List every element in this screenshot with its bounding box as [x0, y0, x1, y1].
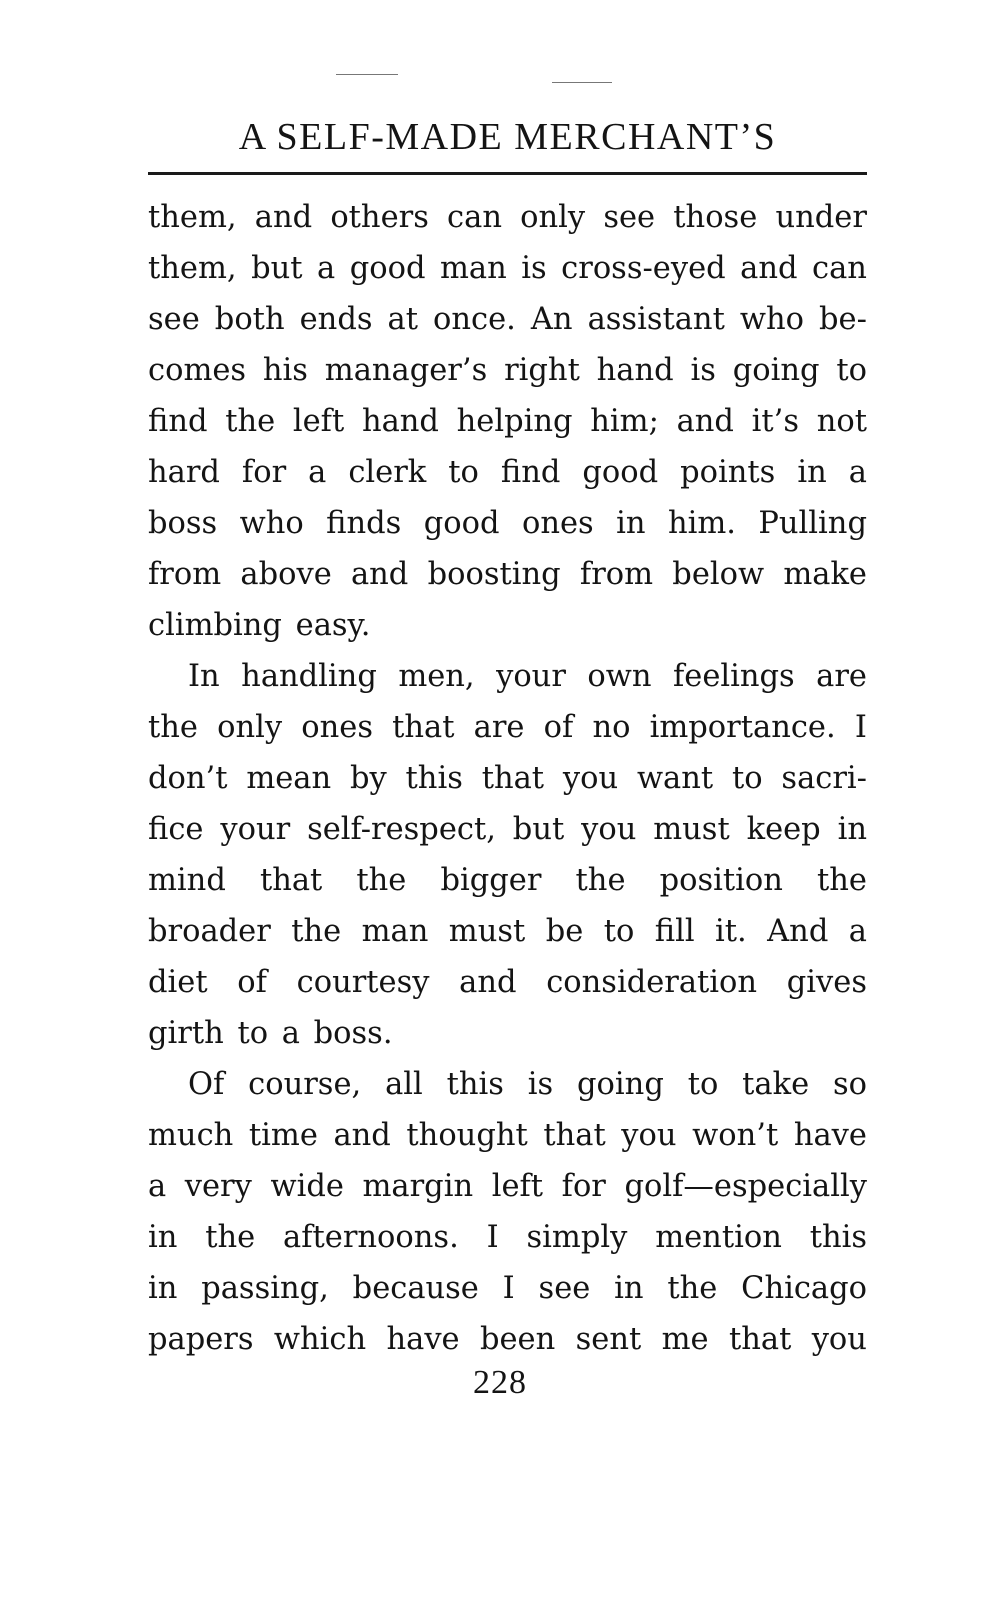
text-line: climbing easy.	[148, 608, 371, 643]
text-line: Of course, all this is going to take so	[188, 1067, 867, 1102]
text-line: mind that the bigger the position the	[148, 863, 867, 898]
text-line: girth to a boss.	[148, 1016, 393, 1051]
text-line: find the left hand helping him; and it’s not	[148, 404, 867, 439]
body-text	[148, 192, 867, 1365]
text-line: broader the man must be to fill it. And a	[148, 914, 867, 949]
text-line: much time and thought that you won’t have	[148, 1118, 867, 1153]
print-speck	[552, 82, 612, 83]
text-line: in passing, because I see in the Chicago	[148, 1271, 867, 1306]
text-line: hard for a clerk to find good points in a	[148, 455, 867, 490]
text-line: don’t mean by this that you want to sacri-	[148, 761, 867, 796]
page-number: 228	[473, 1364, 527, 1401]
text-line: from above and boosting from below make	[148, 557, 867, 592]
text-line: the only ones that are of no importance. I	[148, 710, 867, 745]
text-line: them, and others can only see those under	[148, 200, 867, 235]
text-line: boss who finds good ones in him. Pulling	[148, 506, 867, 541]
print-speck	[336, 74, 398, 75]
text-line: in the afternoons. I simply mention this	[148, 1220, 867, 1255]
text-line: diet of courtesy and consideration gives	[148, 965, 867, 1000]
text-line: see both ends at once. An assistant who be-	[148, 302, 867, 337]
text-line: papers which have been sent me that you	[148, 1322, 867, 1357]
text-line: a very wide margin left for golf—especially	[148, 1169, 867, 1204]
text-line: In handling men, your own feelings are	[188, 659, 867, 694]
running-head: A SELF-MADE MERCHANT’S	[238, 116, 777, 158]
text-line: comes his manager’s right hand is going to	[148, 353, 867, 388]
text-line: fice your self-respect, but you must keep in	[148, 812, 867, 847]
text-line: them, but a good man is cross-eyed and can	[148, 251, 867, 286]
header-rule	[148, 172, 867, 175]
